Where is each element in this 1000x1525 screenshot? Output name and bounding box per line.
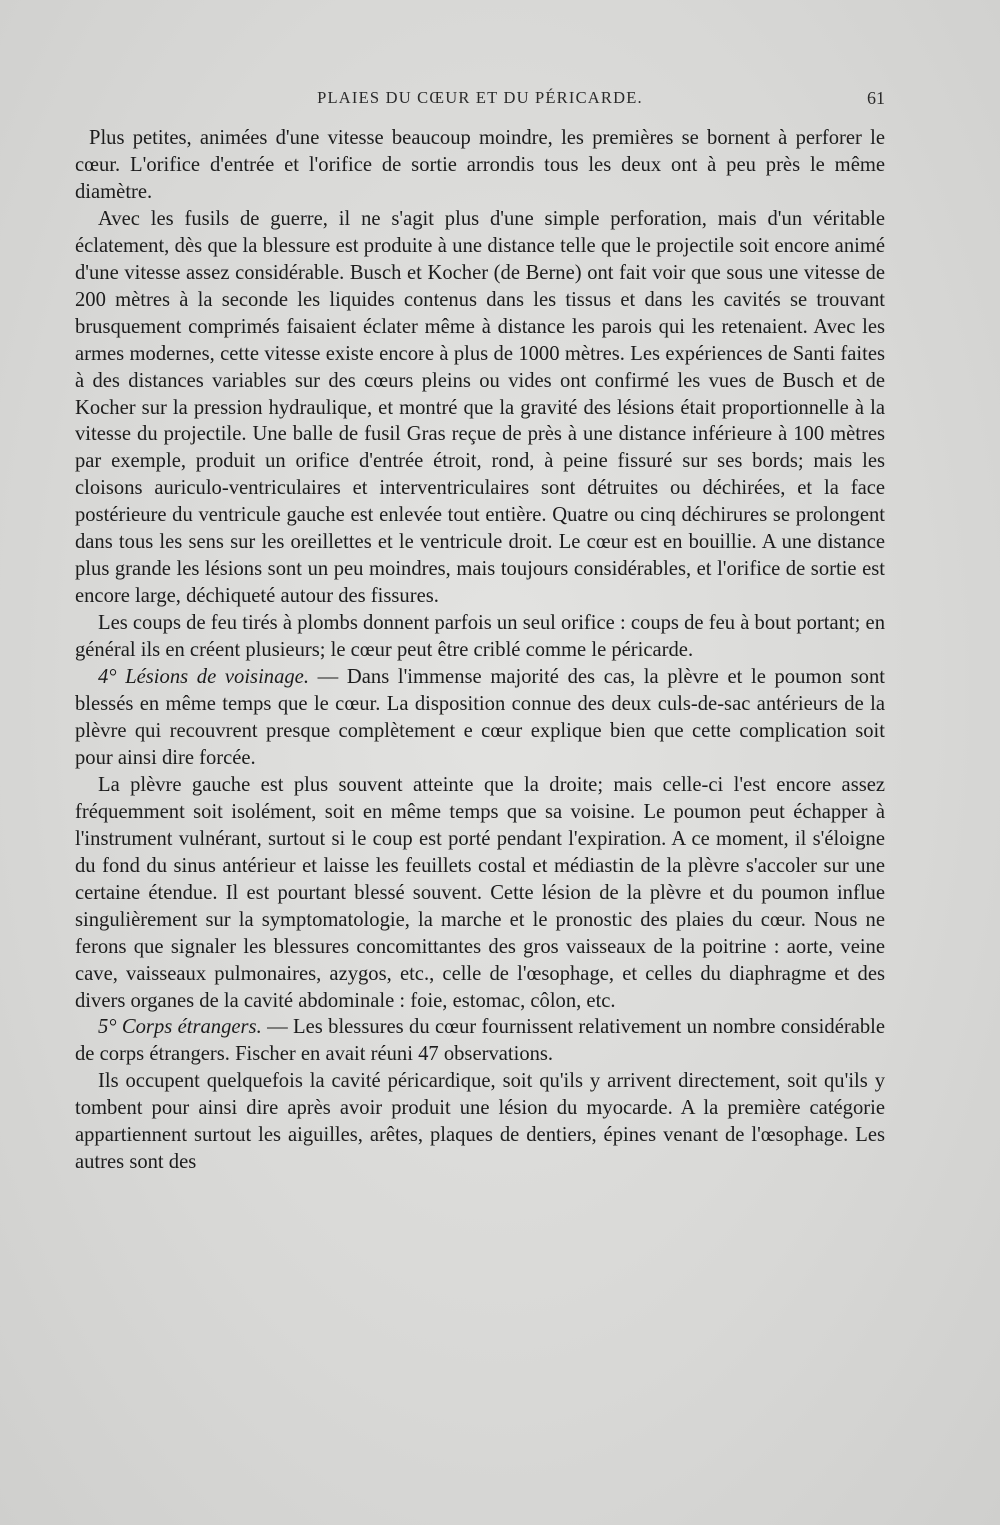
section-corps-etrangers [75, 1014, 885, 1068]
section-text: — Dans l'immense majorité des cas, la plèvre et le poumon sont blessés en même temps que le cœur. La disposition connue des deux culs-de-sac antérieurs de la plèvre qui recouvrent presque complètement e cœur explique bien que cette complication soit pour ainsi dire forcée. [75, 666, 885, 769]
section-text: — Les blessures du cœur fournissent relativement un nombre considérable de corps étrangers. Fischer en avait réuni 47 observations. [75, 1016, 885, 1066]
page-body [75, 125, 885, 1176]
paragraph-war-rifles: Avec les fusils de guerre, il ne s'agit plus d'une simple perforation, mais d'un véritable éclatement, dès que la blessure est produite à une distance telle que le projectile soit encore animé d'une vitesse assez considérable. Busch et Kocher (de Berne) ont fait voir que sous une vitesse de 200 mètres à la seconde les liquides contenus dans les tissus et dans les cavités se trouvant brusquement comprimés faisaient éclater même à distance les parois qui les retenaient. Avec les armes modernes, cette vitesse existe encore à plus de 1000 mètres. Les expériences de Santi faites à des distances variables sur des cœurs pleins ou vides ont confirmé les vues de Busch et de Kocher sur la pression hydraulique, et montré que la gravité des lésions était proportionnelle à la vitesse du projectile. Une balle de fusil Gras reçue de près à une distance inférieure à 100 mètres par exemple, produit un orifice d'entrée étroit, rond, à peine fissuré sur ses bords; mais les cloisons auriculo-ventriculaires et interventriculaires sont détruites ou déchirées, et la face postérieure du ventricule gauche est enlevée tout entière. Quatre ou cinq déchirures se prolongent dans tous les sens sur les oreillettes et le ventricule droit. Le cœur est en bouillie. A une distance plus grande les lésions sont un peu moindres, mais toujours considérables, et l'orifice de sortie est encore large, déchiqueté autour des fissures. [75, 207, 885, 608]
section-lesions-voisinage [75, 664, 885, 772]
section-label: 4° Lésions de voisinage. [98, 666, 309, 689]
paragraph-shot-pellets: Les coups de feu tirés à plombs donnent parfois un seul orifice : coups de feu à bout portant; en général ils en créent plusieurs; le cœur peut être criblé comme le péricarde. [75, 612, 885, 662]
paragraph-last: Ils occupent quelquefois la cavité péricardique, soit qu'ils y arrivent directement, soit qu'ils y tombent pour ainsi dire après avoir produit une lésion du myocarde. A la première catégorie appartiennent surtout les aiguilles, arêtes, plaques de dentiers, épines venant de l'œsophage. Les autres sont des [75, 1070, 885, 1174]
paragraph-plevre: La plèvre gauche est plus souvent atteinte que la droite; mais celle-ci l'est encore assez fréquemment soit isolément, soit en même temps que sa voisine. Le poumon peut échapper à l'instrument vulnérant, surtout si le coup est porté pendant l'expiration. A ce moment, il s'éloigne du fond du sinus antérieur et laisse les feuillets costal et médiastin de la plèvre s'accoler sur une certaine étendue. Il est pourtant blessé souvent. Cette lésion de la plèvre et du poumon influe singulièrement sur la symptomatologie, la marche et le pronostic des plaies du cœur. Nous ne ferons que signaler les blessures concomittantes des gros vaisseaux de la poitrine : aorte, veine cave, vaisseaux pulmonaires, azygos, etc., celle de l'œsophage, et celles du diaphragme et des divers organes de la cavité abdominale : foie, estomac, côlon, etc. [75, 773, 885, 1012]
page-number: 61 [867, 88, 885, 108]
paragraph-bullet-size: Plus petites, animées d'une vitesse beaucoup moindre, les premières se bornent à perforer le cœur. L'orifice d'entrée et l'orifice de sortie arrondis tous les deux ont à peu près le même diamètre. [75, 127, 885, 203]
running-title: PLAIES DU CŒUR ET DU PÉRICARDE. [317, 88, 643, 107]
page-header [75, 88, 885, 116]
section-label: 5° Corps étrangers. [98, 1016, 262, 1039]
